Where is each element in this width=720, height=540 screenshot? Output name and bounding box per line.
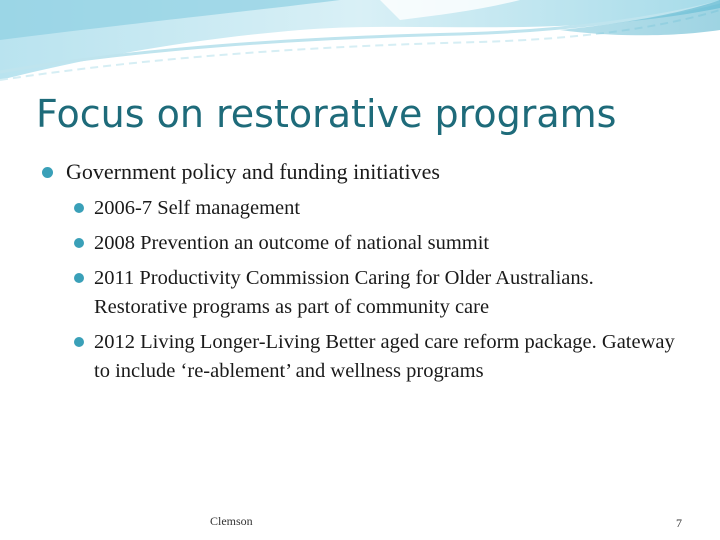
bullet-dot-icon — [42, 167, 53, 178]
list-item — [74, 328, 684, 386]
slide-title: Focus on restorative programs — [36, 92, 617, 136]
sub-bullet-text: 2011 Productivity Commission Caring for Older Australians. Restorative programs as part of community care — [94, 267, 594, 318]
sub-bullet-text: 2008 Prevention an outcome of national summit — [94, 232, 490, 254]
list-item — [74, 229, 684, 258]
bullet-dot-icon — [74, 273, 84, 283]
sub-bullet-text: 2006-7 Self management — [94, 197, 301, 219]
footer-text: Clemson — [210, 514, 253, 528]
sub-bullet-list — [74, 194, 684, 392]
page-number: 7 — [676, 516, 682, 530]
list-item — [74, 194, 684, 223]
sub-bullet-text: 2012 Living Longer-Living Better aged care reform package. Gateway to include ‘re-ablement’ and wellness programs — [94, 331, 675, 382]
main-bullet — [42, 158, 682, 186]
bullet-dot-icon — [74, 238, 84, 248]
bullet-dot-icon — [74, 337, 84, 347]
list-item — [74, 264, 684, 322]
bullet-dot-icon — [74, 203, 84, 213]
main-bullet-text: Government policy and funding initiatives — [66, 159, 440, 184]
